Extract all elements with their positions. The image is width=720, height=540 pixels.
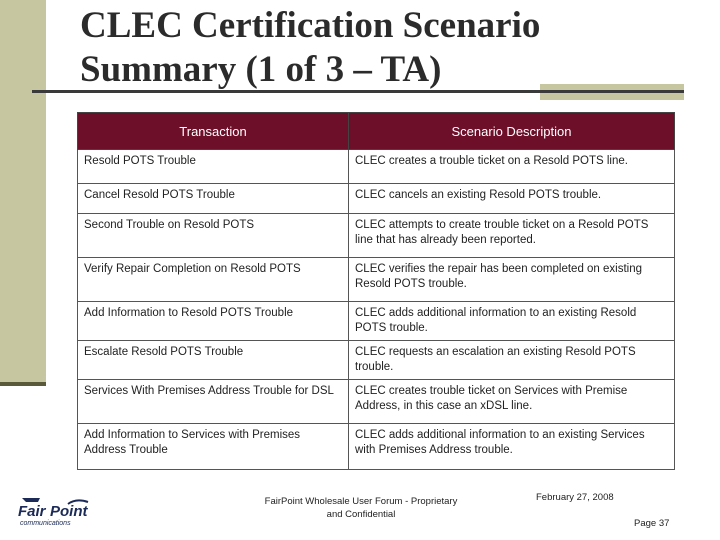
slide-title: [80, 4, 700, 92]
table-row: [78, 150, 675, 184]
transaction-cell: Services With Premises Address Trouble for DSL: [78, 380, 349, 424]
transaction-cell: Add Information to Services with Premises Address Trouble: [78, 424, 349, 470]
logo-tagline: communications: [20, 520, 71, 527]
description-cell: CLEC adds additional information to an existing Services with Premises Address trouble.: [349, 424, 675, 470]
header-transaction: Transaction: [78, 113, 349, 150]
table-row: [78, 214, 675, 258]
header-scenario-description: Scenario Description: [349, 113, 675, 150]
description-cell: CLEC requests an escalation an existing Resold POTS trouble.: [349, 341, 675, 380]
transaction-cell: Second Trouble on Resold POTS: [78, 214, 349, 258]
description-cell: CLEC creates trouble ticket on Services with Premise Address, in this case an xDSL line.: [349, 380, 675, 424]
footer-forum-line-2: and Confidential: [326, 509, 396, 520]
transaction-cell: Cancel Resold POTS Trouble: [78, 184, 349, 214]
description-cell: CLEC creates a trouble ticket on a Resold POTS line.: [349, 150, 675, 184]
title-line-2: Summary (1 of 3 – TA): [80, 49, 442, 90]
footer-forum-text: [255, 495, 467, 521]
table-row: [78, 184, 675, 214]
side-accent-line: [0, 382, 46, 386]
description-cell: CLEC verifies the repair has been completed on existing Resold POTS trouble.: [349, 258, 675, 302]
page-number: Page 37: [634, 518, 670, 529]
transaction-cell: Resold POTS Trouble: [78, 150, 349, 184]
footer-date: February 27, 2008: [536, 492, 614, 503]
transaction-cell: Add Information to Resold POTS Trouble: [78, 302, 349, 341]
logo-word-point: Point: [50, 503, 88, 520]
table-row: [78, 302, 675, 341]
fairpoint-logo: [16, 496, 106, 528]
table-row: [78, 341, 675, 380]
description-cell: CLEC cancels an existing Resold POTS trouble.: [349, 184, 675, 214]
description-cell: CLEC adds additional information to an existing Resold POTS trouble.: [349, 302, 675, 341]
side-accent-band: [0, 0, 46, 385]
title-underline: [32, 90, 542, 93]
table-row: [78, 424, 675, 470]
scenario-table: [77, 112, 675, 470]
logo-word-fair: Fair: [18, 503, 46, 520]
table-row: [78, 258, 675, 302]
description-cell: CLEC attempts to create trouble ticket on a Resold POTS line that has already been reported.: [349, 214, 675, 258]
transaction-cell: Verify Repair Completion on Resold POTS: [78, 258, 349, 302]
footer-forum-line-1: FairPoint Wholesale User Forum - Proprietary: [264, 496, 458, 507]
table-row: [78, 380, 675, 424]
title-accent-line: [540, 90, 684, 93]
title-line-1: CLEC Certification Scenario: [80, 5, 541, 46]
logo-swoosh-icon: [22, 498, 40, 502]
transaction-cell: Escalate Resold POTS Trouble: [78, 341, 349, 380]
table-header-row: [78, 113, 675, 150]
